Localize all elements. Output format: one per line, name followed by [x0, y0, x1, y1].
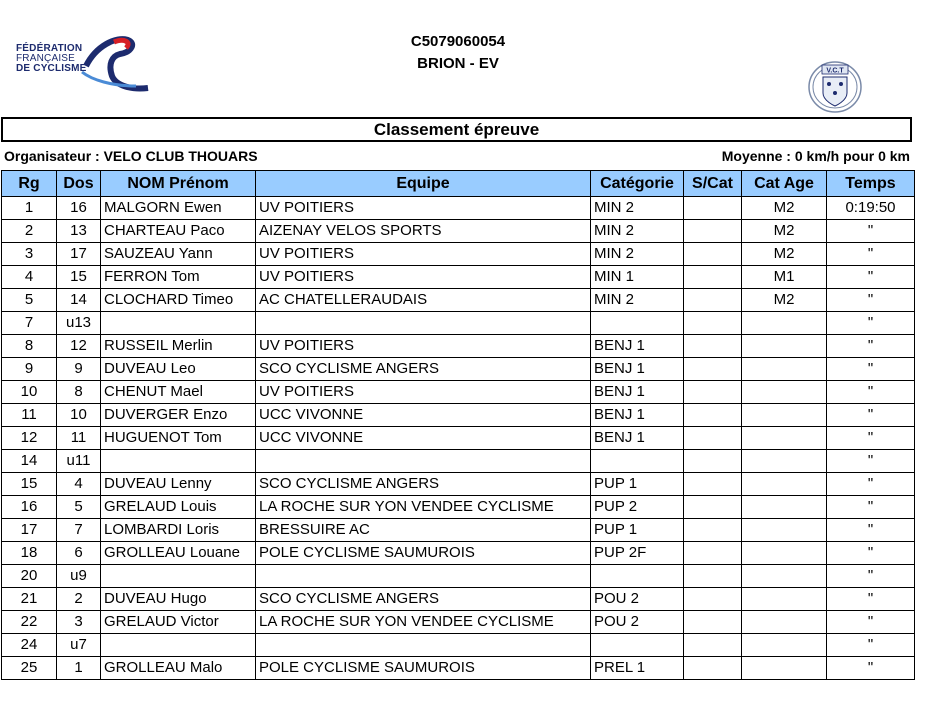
table-row	[2, 197, 915, 220]
cell-temps: "	[827, 358, 915, 381]
cell-rg: 8	[2, 335, 57, 358]
cell-dos: 6	[57, 542, 101, 565]
cell-categorie	[591, 634, 684, 657]
organiser-label: Organisateur : VELO CLUB THOUARS	[4, 148, 258, 164]
cell-dos: 15	[57, 266, 101, 289]
col-header-nom: NOM Prénom	[101, 171, 256, 197]
cell-nom: DUVERGER Enzo	[101, 404, 256, 427]
cell-scat	[684, 634, 742, 657]
cell-catage	[742, 335, 827, 358]
cell-equipe	[256, 312, 591, 335]
cell-catage	[742, 312, 827, 335]
cell-equipe: POLE CYCLISME SAUMUROIS	[256, 657, 591, 680]
cell-categorie: PREL 1	[591, 657, 684, 680]
cell-catage	[742, 634, 827, 657]
cell-categorie: MIN 2	[591, 197, 684, 220]
cell-categorie: BENJ 1	[591, 335, 684, 358]
table-row	[2, 243, 915, 266]
cell-nom: CHARTEAU Paco	[101, 220, 256, 243]
table-row	[2, 381, 915, 404]
cell-scat	[684, 381, 742, 404]
cell-categorie: BENJ 1	[591, 404, 684, 427]
cell-rg: 20	[2, 565, 57, 588]
cell-equipe: SCO CYCLISME ANGERS	[256, 358, 591, 381]
page-title: Classement épreuve	[1, 117, 912, 142]
cell-equipe: UV POITIERS	[256, 335, 591, 358]
cell-rg: 11	[2, 404, 57, 427]
cell-temps: "	[827, 496, 915, 519]
cell-scat	[684, 197, 742, 220]
cell-dos: 4	[57, 473, 101, 496]
table-row	[2, 312, 915, 335]
average-speed-label: Moyenne : 0 km/h pour 0 km	[721, 148, 910, 164]
cell-scat	[684, 542, 742, 565]
table-row	[2, 358, 915, 381]
federation-logo	[16, 36, 150, 92]
cell-scat	[684, 519, 742, 542]
cell-catage: M1	[742, 266, 827, 289]
cell-rg: 9	[2, 358, 57, 381]
cell-dos: u13	[57, 312, 101, 335]
club-emblem-icon	[806, 60, 864, 114]
cell-nom: GRELAUD Victor	[101, 611, 256, 634]
cell-equipe: POLE CYCLISME SAUMUROIS	[256, 542, 591, 565]
cell-temps: "	[827, 266, 915, 289]
cell-categorie: PUP 1	[591, 519, 684, 542]
cell-rg: 24	[2, 634, 57, 657]
cell-rg: 2	[2, 220, 57, 243]
cell-catage	[742, 381, 827, 404]
cell-nom: DUVEAU Hugo	[101, 588, 256, 611]
cell-temps: "	[827, 588, 915, 611]
cell-temps: "	[827, 634, 915, 657]
cell-categorie: MIN 1	[591, 266, 684, 289]
cell-rg: 4	[2, 266, 57, 289]
table-header-row	[2, 171, 915, 197]
cell-equipe: SCO CYCLISME ANGERS	[256, 588, 591, 611]
cell-equipe: UCC VIVONNE	[256, 427, 591, 450]
cell-nom: MALGORN Ewen	[101, 197, 256, 220]
cell-dos: 1	[57, 657, 101, 680]
club-logo-text: V.C.T	[826, 67, 844, 75]
cell-dos: 17	[57, 243, 101, 266]
cell-categorie	[591, 565, 684, 588]
cell-equipe: AIZENAY VELOS SPORTS	[256, 220, 591, 243]
cell-dos: 5	[57, 496, 101, 519]
cell-scat	[684, 358, 742, 381]
cell-dos: 14	[57, 289, 101, 312]
cell-rg: 3	[2, 243, 57, 266]
cell-rg: 17	[2, 519, 57, 542]
cell-equipe: BRESSUIRE AC	[256, 519, 591, 542]
cell-scat	[684, 496, 742, 519]
cell-rg: 21	[2, 588, 57, 611]
cell-catage	[742, 450, 827, 473]
cell-rg: 10	[2, 381, 57, 404]
cell-equipe: UV POITIERS	[256, 243, 591, 266]
cell-rg: 12	[2, 427, 57, 450]
col-header-scat: S/Cat	[684, 171, 742, 197]
cell-categorie: BENJ 1	[591, 381, 684, 404]
event-name: BRION - EV	[417, 55, 499, 72]
cell-categorie: POU 2	[591, 588, 684, 611]
cell-nom: CHENUT Mael	[101, 381, 256, 404]
cell-equipe: LA ROCHE SUR YON VENDEE CYCLISME	[256, 611, 591, 634]
cell-dos: 12	[57, 335, 101, 358]
cell-catage	[742, 588, 827, 611]
cell-dos: u9	[57, 565, 101, 588]
cell-scat	[684, 427, 742, 450]
cell-dos: 3	[57, 611, 101, 634]
cell-temps: "	[827, 381, 915, 404]
cell-scat	[684, 289, 742, 312]
cell-temps: "	[827, 427, 915, 450]
cell-nom	[101, 450, 256, 473]
cell-temps: "	[827, 657, 915, 680]
cell-categorie: MIN 2	[591, 220, 684, 243]
cell-scat	[684, 266, 742, 289]
cell-temps: "	[827, 519, 915, 542]
cell-categorie: PUP 1	[591, 473, 684, 496]
cell-catage	[742, 657, 827, 680]
cell-categorie: MIN 2	[591, 243, 684, 266]
cell-rg: 16	[2, 496, 57, 519]
cell-catage	[742, 358, 827, 381]
cell-catage: M2	[742, 243, 827, 266]
cell-dos: 2	[57, 588, 101, 611]
cell-temps: "	[827, 289, 915, 312]
cell-catage	[742, 611, 827, 634]
cell-equipe: LA ROCHE SUR YON VENDEE CYCLISME	[256, 496, 591, 519]
cell-categorie: PUP 2F	[591, 542, 684, 565]
cell-temps: "	[827, 611, 915, 634]
cell-rg: 7	[2, 312, 57, 335]
cell-equipe: UV POITIERS	[256, 266, 591, 289]
cell-scat	[684, 588, 742, 611]
cell-rg: 18	[2, 542, 57, 565]
club-logo	[806, 60, 864, 114]
cell-rg: 5	[2, 289, 57, 312]
table-row	[2, 220, 915, 243]
cell-catage	[742, 473, 827, 496]
cell-equipe	[256, 565, 591, 588]
table-row	[2, 404, 915, 427]
cell-scat	[684, 335, 742, 358]
table-row	[2, 634, 915, 657]
table-row	[2, 289, 915, 312]
cell-rg: 15	[2, 473, 57, 496]
cell-catage	[742, 496, 827, 519]
cell-dos: 8	[57, 381, 101, 404]
cell-scat	[684, 220, 742, 243]
cell-rg: 14	[2, 450, 57, 473]
cell-categorie: BENJ 1	[591, 358, 684, 381]
cell-temps: 0:19:50	[827, 197, 915, 220]
cell-catage: M2	[742, 289, 827, 312]
cell-equipe: UV POITIERS	[256, 197, 591, 220]
cell-dos: 16	[57, 197, 101, 220]
cell-temps: "	[827, 542, 915, 565]
cell-scat	[684, 565, 742, 588]
cell-scat	[684, 243, 742, 266]
cell-categorie: BENJ 1	[591, 427, 684, 450]
federation-logo-text: FÉDÉRATION FRANÇAISE DE CYCLISME	[16, 43, 87, 74]
table-row	[2, 473, 915, 496]
table-row	[2, 450, 915, 473]
cell-scat	[684, 404, 742, 427]
results-table	[1, 170, 915, 680]
table-row	[2, 542, 915, 565]
cell-rg: 22	[2, 611, 57, 634]
cell-equipe	[256, 450, 591, 473]
cell-categorie: PUP 2	[591, 496, 684, 519]
cell-equipe: UV POITIERS	[256, 381, 591, 404]
col-header-equipe: Equipe	[256, 171, 591, 197]
cell-nom: GROLLEAU Louane	[101, 542, 256, 565]
cell-categorie	[591, 312, 684, 335]
col-header-categorie: Catégorie	[591, 171, 684, 197]
cell-rg: 25	[2, 657, 57, 680]
cell-catage	[742, 542, 827, 565]
cell-catage	[742, 519, 827, 542]
cell-temps: "	[827, 450, 915, 473]
cell-dos: 7	[57, 519, 101, 542]
cell-temps: "	[827, 312, 915, 335]
cell-scat	[684, 312, 742, 335]
table-row	[2, 335, 915, 358]
cell-equipe: SCO CYCLISME ANGERS	[256, 473, 591, 496]
cell-nom: FERRON Tom	[101, 266, 256, 289]
cell-temps: "	[827, 220, 915, 243]
cell-categorie	[591, 450, 684, 473]
cell-nom: SAUZEAU Yann	[101, 243, 256, 266]
cell-nom	[101, 565, 256, 588]
cell-catage: M2	[742, 220, 827, 243]
cell-dos: 9	[57, 358, 101, 381]
table-row	[2, 427, 915, 450]
cell-nom: DUVEAU Leo	[101, 358, 256, 381]
cell-equipe	[256, 634, 591, 657]
table-row	[2, 519, 915, 542]
cell-equipe: UCC VIVONNE	[256, 404, 591, 427]
cell-nom: RUSSEIL Merlin	[101, 335, 256, 358]
cell-nom: LOMBARDI Loris	[101, 519, 256, 542]
cell-scat	[684, 450, 742, 473]
results-body	[2, 197, 915, 680]
cell-nom	[101, 312, 256, 335]
cell-catage	[742, 565, 827, 588]
table-row	[2, 657, 915, 680]
cell-nom: GRELAUD Louis	[101, 496, 256, 519]
cell-dos: 10	[57, 404, 101, 427]
cell-temps: "	[827, 243, 915, 266]
cell-temps: "	[827, 404, 915, 427]
col-header-catage: Cat Age	[742, 171, 827, 197]
cell-temps: "	[827, 473, 915, 496]
cell-categorie: MIN 2	[591, 289, 684, 312]
cell-scat	[684, 611, 742, 634]
cell-dos: 13	[57, 220, 101, 243]
cell-temps: "	[827, 335, 915, 358]
event-code: C5079060054	[410, 33, 506, 50]
table-row	[2, 496, 915, 519]
col-header-rg: Rg	[2, 171, 57, 197]
table-row	[2, 588, 915, 611]
cell-rg: 1	[2, 197, 57, 220]
cell-nom: CLOCHARD Timeo	[101, 289, 256, 312]
cell-equipe: AC CHATELLERAUDAIS	[256, 289, 591, 312]
table-row	[2, 266, 915, 289]
cell-catage: M2	[742, 197, 827, 220]
cell-dos: u11	[57, 450, 101, 473]
cell-nom: GROLLEAU Malo	[101, 657, 256, 680]
cell-catage	[742, 404, 827, 427]
col-header-temps: Temps	[827, 171, 915, 197]
cell-nom: DUVEAU Lenny	[101, 473, 256, 496]
cell-temps: "	[827, 565, 915, 588]
cell-scat	[684, 657, 742, 680]
cell-dos: 11	[57, 427, 101, 450]
table-row	[2, 565, 915, 588]
cell-nom: HUGUENOT Tom	[101, 427, 256, 450]
cell-catage	[742, 427, 827, 450]
cell-scat	[684, 473, 742, 496]
table-row	[2, 611, 915, 634]
cell-dos: u7	[57, 634, 101, 657]
col-header-dos: Dos	[57, 171, 101, 197]
cell-nom	[101, 634, 256, 657]
cell-categorie: POU 2	[591, 611, 684, 634]
